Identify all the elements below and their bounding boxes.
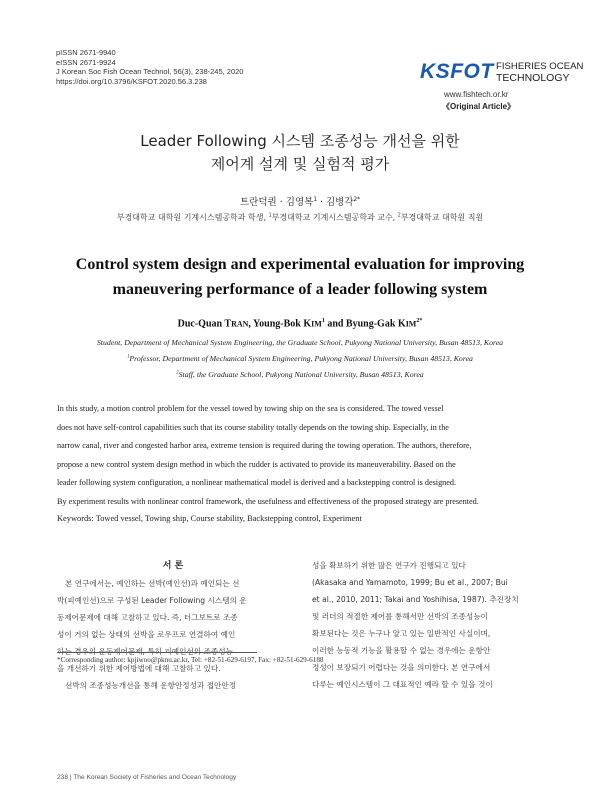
abstract-line: By experiment results with nonlinear control framework, the usefulness and effectiveness of the proposed strategy are presented. [57,496,479,506]
keywords: Keywords: Towed vessel, Towing ship, Course stability, Backstepping control, Experiment [57,514,362,523]
english-affiliation-3: $^2$Staff, the Graduate School, Pukyong National University, Busan 48513, Korea [176,370,424,379]
journal-url[interactable]: www.fishtech.or.kr [444,90,509,99]
body-line: 하는 경우의 운동제어문제, 특히 피예인선의 조종성능 [57,647,233,656]
english-title-line1: Control system design and experimental evaluation for improving [75,256,525,273]
korean-affiliations: 부경대학교 대학원 기계시스템공학과 학생, $^1$부경대학교 기계시스템공학과 교수, $^2$부경대학교 대학원 직원 [116,213,484,222]
body-line: 성을 확보하기 위한 많은 연구가 진행되고 있다 [312,561,466,570]
korean-title-line2: 제어계 설계 및 실험적 평가 [210,155,390,173]
body-left-column [57,558,289,694]
body-line: 정성이 보장되기 어렵다는 것을 의미한다. 본 연구에서 [312,663,491,672]
body-line: 박(피예인선)으로 구성된 Leader Following 시스템의 운 [57,596,247,605]
english-authors: Duc-Quan TRAN, Young-Bok KIM$^1$ and Byung-Gak $KIM^{2*}$ [177,318,423,330]
abstract-line: propose a new control system design method in which the rudder is activated to provide its maneuverability. Based on the [57,459,456,469]
body-line: (Akasaka and Yamamoto, 1999; Bu et al., 2007; Bui [312,578,508,587]
doi-link[interactable]: https://doi.org/10.3796/KSFOT.2020.56.3.238 [56,76,207,86]
logo-text-line2: TECHNOLOGY [496,72,570,84]
footnote-divider [57,652,257,653]
body-line: et al., 2010, 2011; Takai and Yoshihisa, 1987). 추진장치 [312,595,519,604]
body-line: 확보된다는 것은 누구나 알고 있는 일반적인 사실이며, [312,629,491,638]
logo-text-line1: FISHERIES OCEAN [496,61,584,72]
body-right-column [312,557,544,693]
page-footer: 238 | The Korean Society of Fisheries and Ocean Technology [57,774,237,781]
body-line: 성이 거의 없는 상태의 선박을 로우프로 연결하여 예인 [57,630,236,639]
body-line: 본 연구에서는, 예인하는 선박(예인선)과 예인되는 선 [65,579,240,588]
section-title-introduction: 서 론 [162,561,184,571]
journal-meta [56,48,243,86]
abstract-line: narrow canal, river and congested harbor area, extreme tension is required during the towing operation. The authors, therefore, [57,441,472,450]
english-affiliation-1: Student, Department of Mechanical System Engineering, the Graduate School, Pukyong National University, Busan 48513, Korea [96,338,504,347]
abstract-line: leader following system configuration, a nonlinear mathematical model is derived and a backstepping control is designed. [57,478,457,487]
english-title-line2: maneuvering performance of a leader following system [112,281,488,298]
body-line: 다루는 예인시스템이 그 대표적인 예라 할 수 있을 것이 [312,680,493,689]
body-line: 동제어문제에 대해 고찰하고 있다. 즉, 터그보트로 조종 [57,613,238,622]
journal-reference: J Korean Soc Fish Ocean Technol, 56(3), 238-245, 2020 [56,67,244,77]
logo-mark: KSFOT [420,60,494,83]
korean-title-line1: Leader Following 시스템 조종성능 개선을 위한 [140,132,460,150]
body-line: 및 러더의 적절한 제어를 통해서만 선박의 조종성능이 [312,612,488,621]
korean-authors: 트란덕퀀 · 김영복$^1$ · 김병각$^{2*}$ [240,196,360,208]
english-affiliation-2: $^1$Professor, Department of Mechanical System Engineering, Pukyong National University, Busan 48513, Korea [127,354,473,363]
body-line: 을 개선하기 위한 제어방법에 대해 고찰하고 있다. [57,664,221,673]
abstract [57,400,544,511]
body-line: 선박의 조종성능개선을 통해 운항안정성과 접안안정 [65,681,237,690]
abstract-line: does not have self-control capabilities such that its course stability totally depends on the towing ship. Especially, in the [57,422,449,432]
abstract-line: In this study, a motion control problem for the vessel towed by towing ship on the sea is considered. The towed vessel [57,404,444,413]
body-line: 이러한 능동적 기능을 활용할 수 없는 경우에는 운항안 [312,646,491,655]
eissn: eISSN 2671-9924 [56,57,116,67]
corresponding-author-footnote: *Corresponding author: kpjiwoo@pknu.ac.kr, Tel: +82-51-629-6197, Fax: +82-51-629-6188 [57,656,324,664]
article-type: 《Original Article》 [442,102,516,111]
pissn: pISSN 2671-9940 [56,48,116,57]
journal-logo [420,58,584,88]
